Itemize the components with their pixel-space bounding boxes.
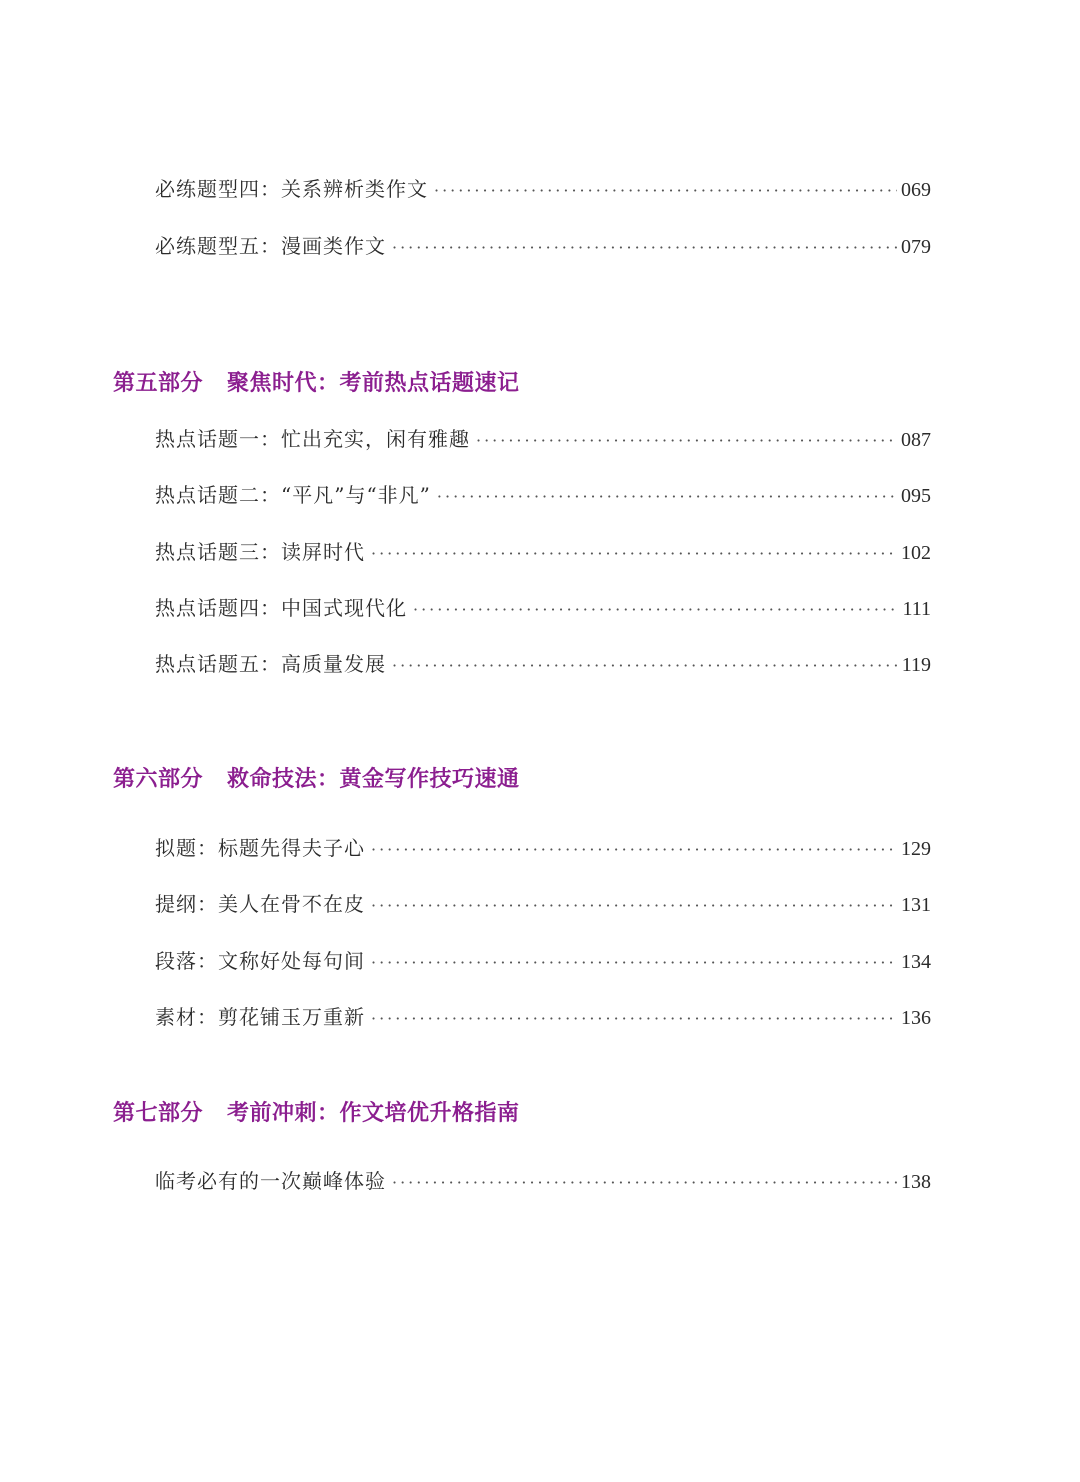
toc-entry-title: 必练题型四：关系辨析类作文 — [155, 177, 428, 201]
toc-entry-title: 拟题：标题先得夫子心 — [155, 836, 365, 860]
section-title: 救命技法：黄金写作技巧速通 — [227, 766, 520, 792]
section-label: 第七部分 — [113, 1100, 204, 1126]
dot-leader — [413, 593, 898, 627]
dot-leader — [392, 231, 897, 265]
dot-leader — [392, 649, 898, 683]
dot-leader — [371, 946, 897, 980]
toc-entry-title: 热点话题三：读屏时代 — [155, 540, 365, 564]
toc-entry[interactable] — [155, 887, 931, 921]
toc-entry-page: 087 — [901, 429, 931, 451]
toc-entry-title: 段落：文称好处每句间 — [155, 949, 365, 973]
toc-entry[interactable] — [155, 1164, 931, 1198]
toc-entry[interactable] — [155, 1000, 931, 1034]
section-label: 第六部分 — [113, 766, 204, 792]
toc-entry-page: 069 — [901, 179, 931, 201]
toc-entry-title: 热点话题二：“平凡”与“非凡” — [155, 483, 431, 507]
section-heading — [113, 1093, 520, 1129]
toc-entry-title: 素材：剪花铺玉万重新 — [155, 1005, 365, 1029]
toc-entry[interactable] — [155, 647, 931, 681]
toc-entry[interactable] — [155, 831, 931, 865]
toc-entry-title: 临考必有的一次巅峰体验 — [155, 1169, 386, 1193]
toc-entry-page: 134 — [901, 951, 931, 973]
toc-entry[interactable] — [155, 535, 931, 569]
toc-entry-page: 111 — [902, 598, 931, 620]
toc-entry-title: 热点话题四：中国式现代化 — [155, 596, 407, 620]
toc-entry-page: 138 — [901, 1171, 931, 1193]
toc-entry-page: 131 — [901, 894, 931, 916]
dot-leader — [434, 174, 897, 208]
dot-leader — [371, 889, 897, 923]
toc-entry-title: 热点话题一：忙出充实，闲有雅趣 — [155, 427, 470, 451]
toc-entry-page: 129 — [901, 838, 931, 860]
dot-leader — [437, 480, 897, 514]
toc-entry[interactable] — [155, 229, 931, 263]
toc-entry-page: 079 — [901, 236, 931, 258]
dot-leader — [476, 424, 897, 458]
toc-entry-page: 095 — [901, 485, 931, 507]
section-title: 聚焦时代：考前热点话题速记 — [227, 370, 520, 396]
toc-entry[interactable] — [155, 422, 931, 456]
toc-entry[interactable] — [155, 591, 931, 625]
toc-entry-page: 136 — [901, 1007, 931, 1029]
section-heading — [113, 759, 520, 795]
dot-leader — [392, 1166, 897, 1200]
dot-leader — [371, 537, 897, 571]
section-label: 第五部分 — [113, 370, 204, 396]
toc-entry-title: 热点话题五：高质量发展 — [155, 652, 386, 676]
dot-leader — [371, 833, 897, 867]
toc-entry[interactable] — [155, 478, 931, 512]
toc-entry[interactable] — [155, 172, 931, 206]
toc-entry-page: 102 — [901, 542, 931, 564]
toc-entry-page: 119 — [901, 654, 931, 676]
section-heading — [113, 363, 520, 399]
toc-entry-title: 必练题型五：漫画类作文 — [155, 234, 386, 258]
section-title: 考前冲刺：作文培优升格指南 — [227, 1100, 520, 1126]
dot-leader — [371, 1002, 897, 1036]
toc-entry[interactable] — [155, 944, 931, 978]
toc-entry-title: 提纲：美人在骨不在皮 — [155, 892, 365, 916]
